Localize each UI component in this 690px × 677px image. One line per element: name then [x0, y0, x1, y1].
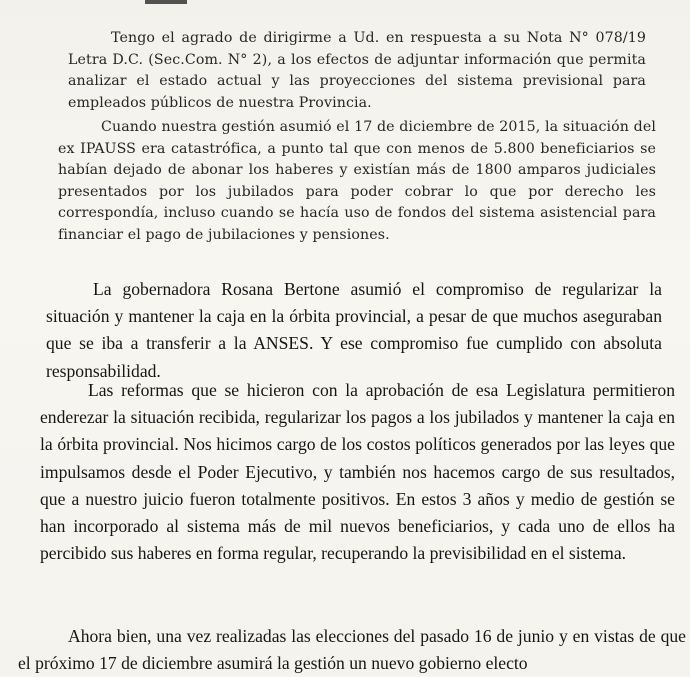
paragraph-governor-commitment: La gobernadora Rosana Bertone asumió el compromiso de regularizar la situación y mantener la caja en la órbita provincial, a pesar de que muchos aseguraban que se iba a transferir a la ANSES. Y ese compromiso fue cumplido con absoluta responsabilidad.: [46, 279, 662, 381]
header-fragment: [145, 0, 187, 4]
paragraph-ipauss-situation: Cuando nuestra gestión asumió el 17 de diciembre de 2015, la situación del ex IPAUSS era catastrófica, a punto tal que con menos de 5.800 beneficiarios se habían dejado de abonar los haberes y existían más de 1800 amparos judiciales presentados por los jubilados para poder cobrar lo que por derecho les correspondía, incluso cuando se hacía uso de fondos del sistema asistencial para financiar el pago de jubilaciones y pensiones.: [58, 119, 656, 243]
paragraph-nota-reply: Tengo el agrado de dirigirme a Ud. en respuesta a su Nota N° 078/19 Letra D.C. (Sec.Com. N° 2), a los efectos de adjuntar información que permita analizar el estado actual y las proyecciones del sistema previsional para empleados públicos de nuestra Provincia.: [68, 30, 646, 111]
paragraph-elections: Ahora bien, una vez realizadas las elecciones del pasado 16 de junio y en vistas de que el próximo 17 de diciembre asumirá la gestión un nuevo gobierno electo: [18, 626, 686, 674]
paragraph-reforms: Las reformas que se hicieron con la aprobación de esa Legislatura permitieron enderezar la situación recibida, regularizar los pagos a los jubilados y mantener la caja en la órbita provincial. Nos hicimos cargo de los costos políticos generados por las leyes que impulsamos desde el Poder Ejecutivo, y también nos hacemos cargo de sus resultados, que a nuestro juicio fueron totalmente positivos. En estos 3 años y medio de gestión se han incorporado al sistema más de mil nuevos beneficiarios, y cada uno de ellos ha percibido sus haberes en forma regular, recuperando la previsibilidad en el sistema.: [40, 380, 675, 564]
